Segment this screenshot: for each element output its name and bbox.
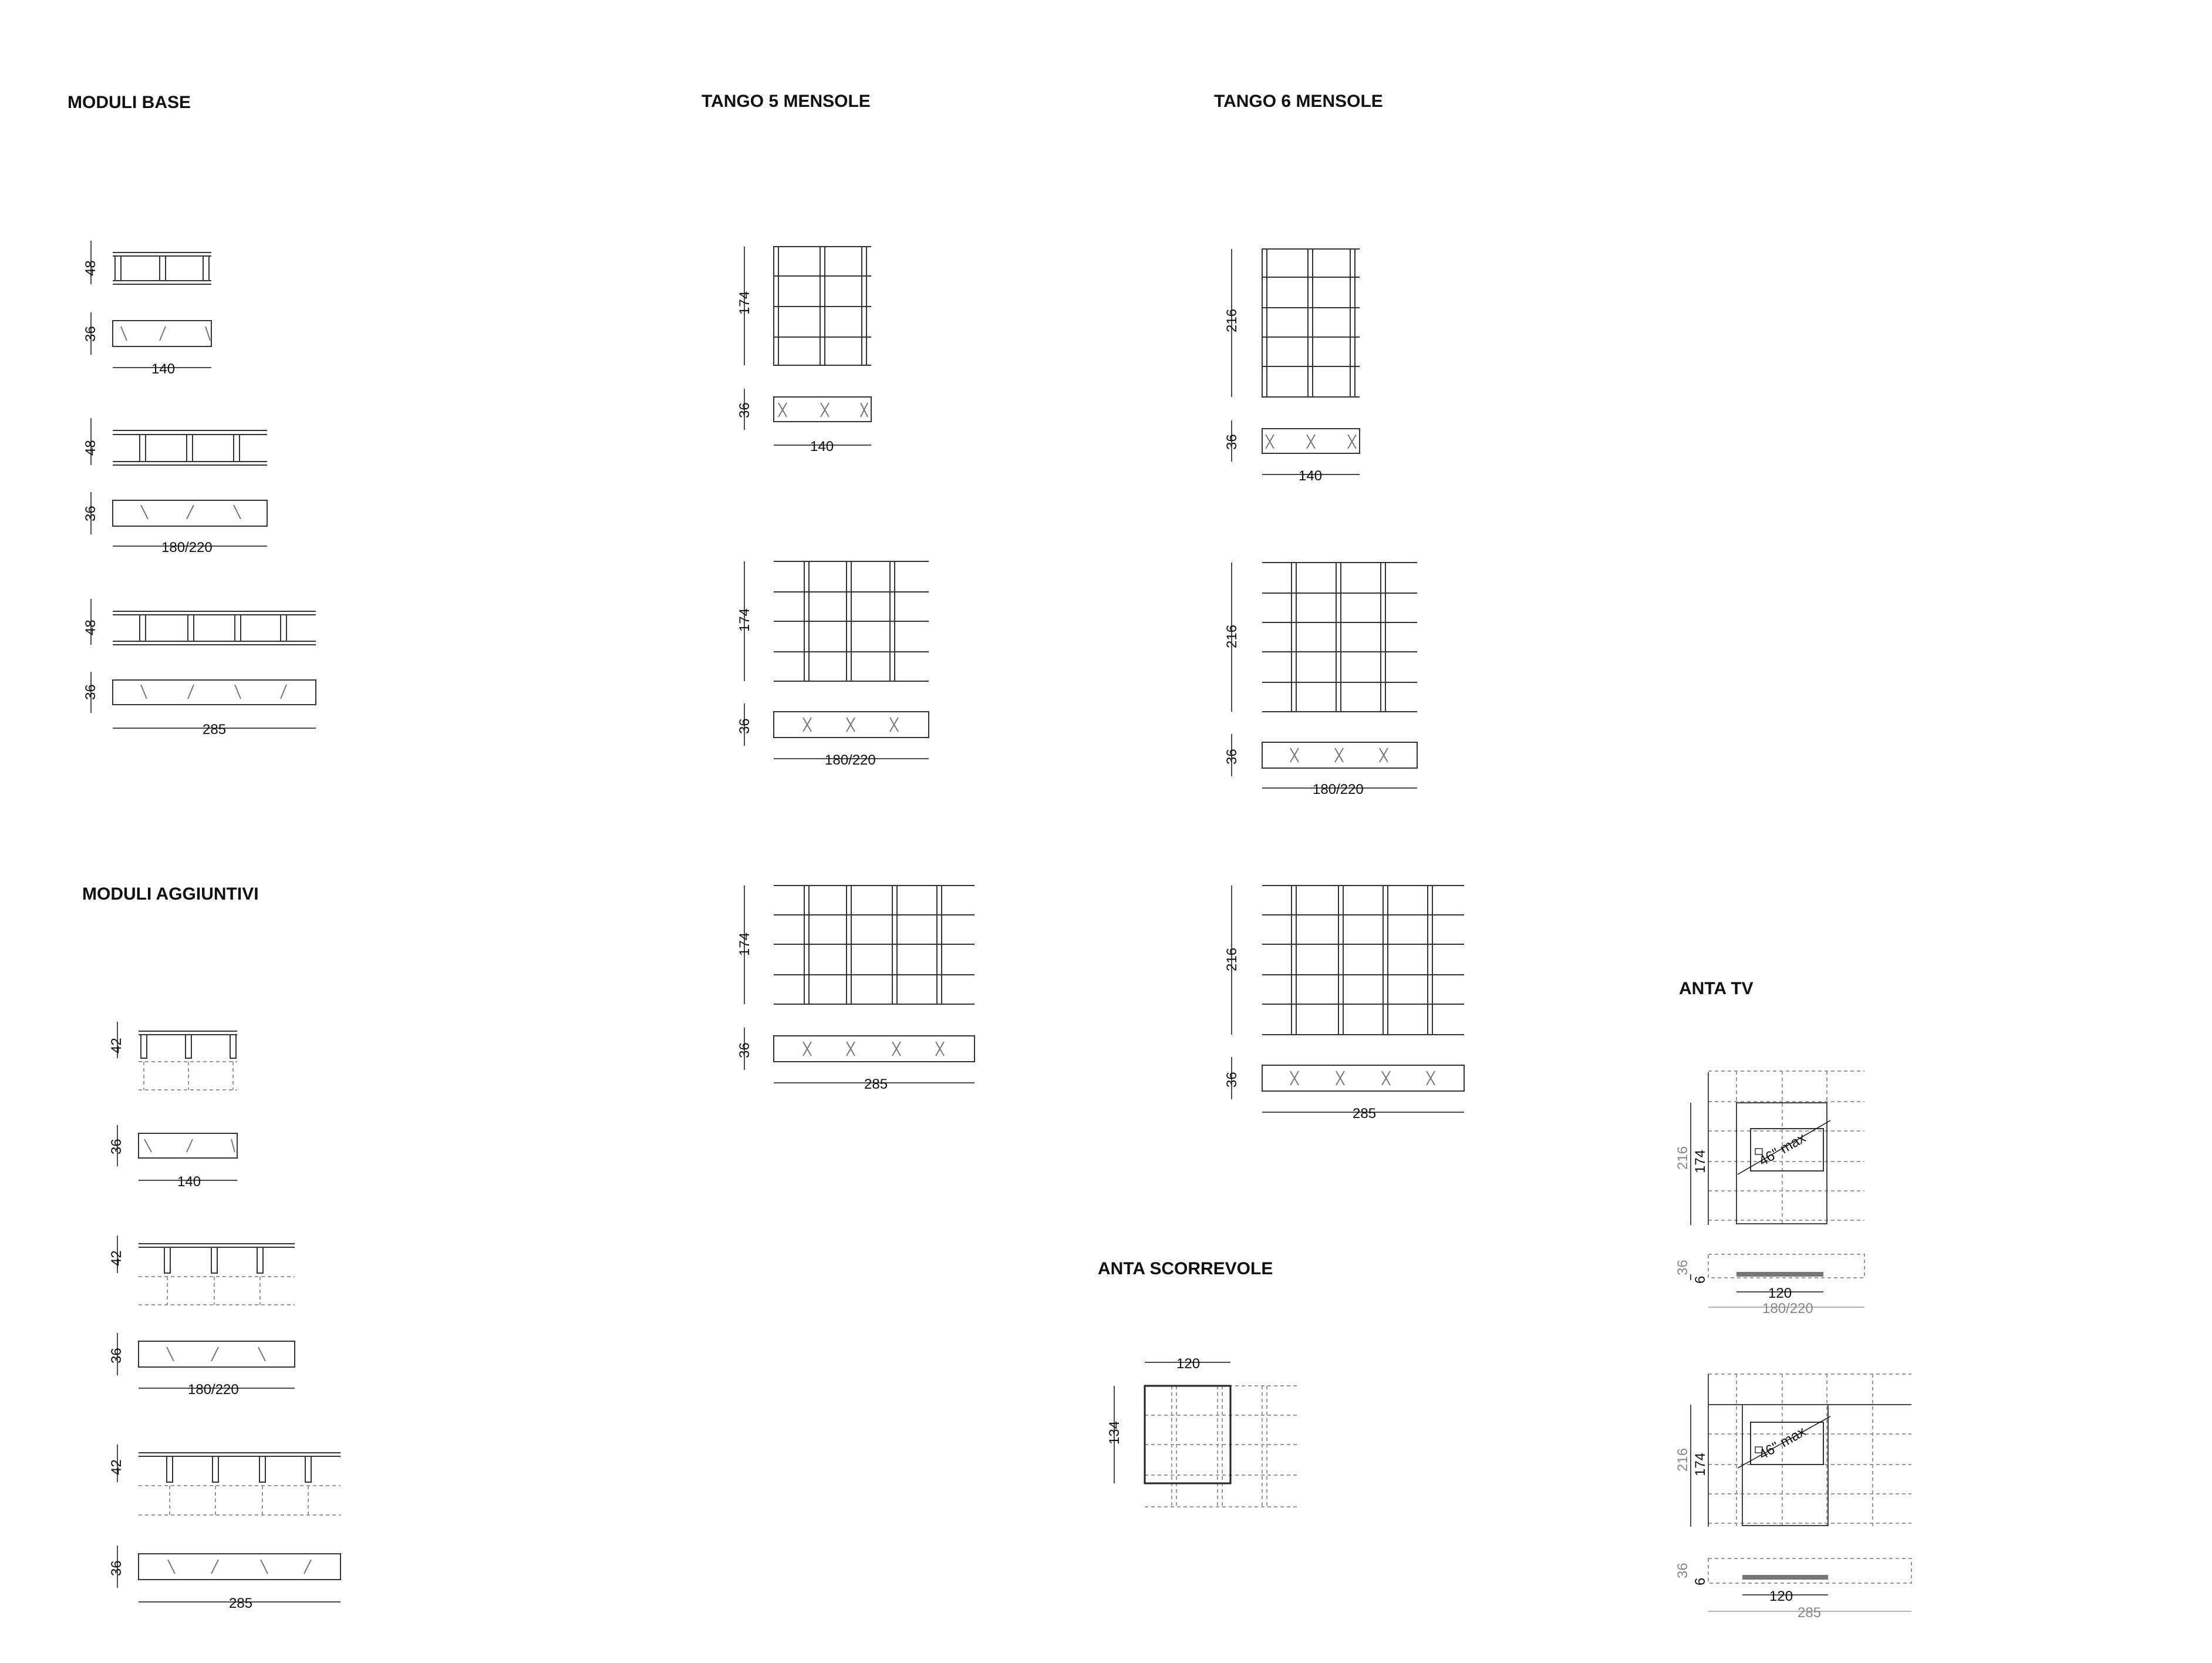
dim-mb-285: 285 <box>203 722 227 738</box>
aggiuntivo-285-elevation <box>139 1453 340 1515</box>
dim-tv-120-a: 120 <box>1768 1285 1792 1301</box>
aggiuntivo-180-plan <box>139 1341 295 1367</box>
anta-scorrevole-group <box>1114 1362 1300 1507</box>
tango5-group <box>744 247 975 1083</box>
tango5-180-elevation <box>774 561 929 681</box>
dim-ma-36-b: 36 <box>109 1348 124 1364</box>
module-180-elevation <box>113 430 267 465</box>
anta-tv-group <box>1691 1071 1911 1611</box>
dim-as-134: 134 <box>1107 1420 1122 1445</box>
tv-180-ghost-shelving <box>1708 1071 1864 1278</box>
dim-t6-216-a: 216 <box>1224 308 1240 332</box>
tv-base-285 <box>1742 1575 1828 1580</box>
dim-ma-42-b: 42 <box>109 1250 124 1266</box>
dim-tv-180-220: 180/220 <box>1762 1301 1813 1317</box>
dim-mb-36-b: 36 <box>83 506 99 521</box>
tango6-285-elevation <box>1262 886 1464 1035</box>
dim-ma-180-220: 180/220 <box>188 1382 239 1398</box>
tango6-180-elevation <box>1262 563 1417 712</box>
tango5-140-plan <box>774 397 871 422</box>
dim-t5-174-b: 174 <box>737 608 753 632</box>
dim-t6-180-220: 180/220 <box>1313 782 1364 797</box>
dim-tv-216-a: 216 <box>1675 1146 1691 1170</box>
moduli-base-group <box>91 241 316 728</box>
title-anta-scorrevole: ANTA SCORREVOLE <box>1098 1259 1273 1278</box>
dim-t6-285: 285 <box>1353 1106 1377 1122</box>
dim-t5-36-b: 36 <box>737 718 753 734</box>
dim-tv-36-b: 36 <box>1675 1563 1691 1578</box>
aggiuntivo-140-elevation <box>139 1031 237 1090</box>
dim-ma-42-c: 42 <box>109 1459 124 1475</box>
dim-t5-180-220: 180/220 <box>825 752 876 768</box>
dim-ma-36-a: 36 <box>109 1139 124 1154</box>
title-anta-tv: ANTA TV <box>1679 979 1754 998</box>
dim-mb-48-b: 48 <box>83 440 99 456</box>
tv-285-ghost-shelving <box>1708 1374 1911 1583</box>
dim-t5-36-c: 36 <box>737 1042 753 1058</box>
aggiuntivo-180-elevation <box>139 1244 295 1305</box>
aggiuntivo-285-plan <box>139 1554 340 1580</box>
dim-tv-36-a: 36 <box>1675 1260 1691 1275</box>
dim-ma-140: 140 <box>177 1174 201 1190</box>
dim-t6-140: 140 <box>1299 468 1323 484</box>
dim-t5-174-c: 174 <box>737 932 753 956</box>
dim-tv-6-a: 6 <box>1692 1275 1708 1284</box>
dim-tv-46max-b: 46" max <box>1756 1423 1809 1463</box>
aggiuntivo-140-plan <box>139 1133 237 1158</box>
dim-t6-36-a: 36 <box>1224 434 1240 450</box>
dim-tv-120-b: 120 <box>1769 1588 1793 1604</box>
dim-t5-140: 140 <box>810 439 834 455</box>
dim-tv-285: 285 <box>1798 1605 1822 1621</box>
title-tango-5-mensole: TANGO 5 MENSOLE <box>702 92 871 111</box>
dim-mb-48-a: 48 <box>83 260 99 276</box>
dim-mb-140: 140 <box>151 361 176 377</box>
dim-t5-174-a: 174 <box>737 291 753 315</box>
dim-ma-42-a: 42 <box>109 1038 124 1053</box>
module-285-plan <box>113 680 316 705</box>
dim-ma-285: 285 <box>229 1595 253 1611</box>
title-moduli-aggiuntivi: MODULI AGGIUNTIVI <box>82 884 259 904</box>
dim-as-120: 120 <box>1176 1356 1201 1372</box>
title-tango-6-mensole: TANGO 6 MENSOLE <box>1214 92 1383 111</box>
dim-tv-216-b: 216 <box>1675 1447 1691 1472</box>
dim-tv-46max-a: 46" max <box>1756 1130 1809 1170</box>
tango5-285-plan <box>774 1036 975 1062</box>
dim-tv-174-a: 174 <box>1692 1149 1708 1173</box>
dim-t5-285: 285 <box>864 1076 888 1092</box>
tango5-140-elevation <box>774 247 871 365</box>
dim-t6-216-b: 216 <box>1224 624 1240 648</box>
tango6-140-elevation <box>1262 249 1360 397</box>
dim-tv-6-b: 6 <box>1692 1577 1708 1585</box>
tv-base-180 <box>1736 1272 1823 1277</box>
dim-mb-36-c: 36 <box>83 684 99 700</box>
tango6-group <box>1232 249 1464 1112</box>
dim-t5-36-a: 36 <box>737 402 753 418</box>
tango6-285-plan <box>1262 1065 1464 1091</box>
dim-t6-36-c: 36 <box>1224 1072 1240 1088</box>
dim-mb-48-c: 48 <box>83 620 99 635</box>
tango5-285-elevation <box>774 886 975 1004</box>
dim-tv-174-b: 174 <box>1692 1452 1708 1476</box>
moduli-aggiuntivi-group <box>117 1022 340 1602</box>
module-140-elevation <box>113 253 211 284</box>
dim-t6-216-c: 216 <box>1224 947 1240 971</box>
dim-t6-36-b: 36 <box>1224 749 1240 765</box>
dim-mb-36-a: 36 <box>83 326 99 342</box>
title-moduli-base: MODULI BASE <box>68 93 191 112</box>
module-285-elevation <box>113 611 316 645</box>
dim-ma-36-c: 36 <box>109 1560 124 1576</box>
dim-mb-180-220: 180/220 <box>161 540 213 556</box>
